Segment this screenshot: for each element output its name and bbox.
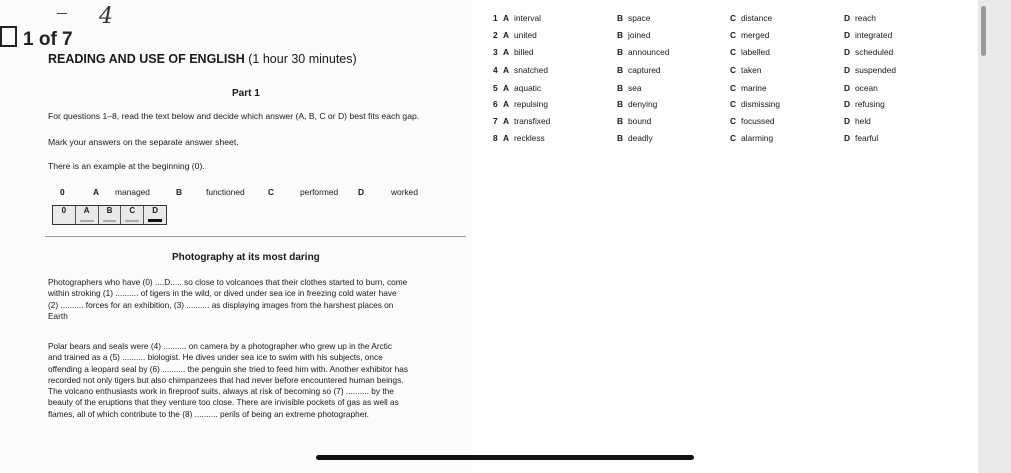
option-letter-a: A (503, 13, 510, 23)
question-number: 2 (493, 30, 498, 40)
text-line: (2) .......... forces for an exhibition, (3) .......... as displaying images from the harshest places on (48, 299, 394, 310)
option-word-b: joined (628, 30, 651, 40)
option-word-c: focussed (741, 116, 775, 126)
text-line: Earth (48, 310, 68, 321)
section-title-bold: READING AND USE OF ENGLISH (48, 52, 245, 66)
example-number: 0 (60, 187, 65, 197)
option-letter-c: C (730, 83, 737, 93)
option-word-a: interval (514, 13, 541, 23)
option-word-b: sea (628, 83, 642, 93)
option-letter-c: C (730, 47, 737, 57)
example-word-d: worked (391, 187, 418, 197)
section-duration: (1 hour 30 minutes) (248, 52, 357, 66)
option-letter-d: D (844, 133, 851, 143)
option-word-a: snatched (514, 65, 548, 75)
example-answer-grid (52, 205, 167, 225)
option-word-a: united (514, 30, 537, 40)
article-title: Photography at its most daring (172, 252, 320, 263)
option-letter-a: A (503, 65, 510, 75)
handwritten-mark: 4 (99, 4, 113, 29)
page-indicator[interactable] (0, 26, 73, 51)
option-word-b: announced (628, 47, 670, 57)
option-letter-d: D (844, 65, 851, 75)
option-word-d: reach (855, 13, 876, 23)
option-word-c: dismissing (741, 99, 781, 109)
article-paragraph-1 (48, 277, 452, 322)
example-letter-b: B (176, 187, 183, 197)
text-line: recorded not only tigers but also chimpanzees that had never before encountered human beings. (48, 374, 404, 385)
option-letter-d: D (844, 83, 851, 93)
option-letter-b: B (617, 30, 624, 40)
option-letter-d: D (844, 30, 851, 40)
option-word-a: reckless (514, 133, 545, 143)
option-letter-a: A (503, 99, 510, 109)
option-letter-b: B (617, 13, 624, 23)
option-letter-a: A (503, 83, 510, 93)
option-letter-a: A (503, 133, 510, 143)
option-letter-d: D (844, 13, 851, 23)
grid-cell-b: B (99, 206, 122, 224)
horizontal-scrollbar[interactable] (316, 455, 694, 460)
example-word-c: performed (300, 187, 339, 197)
option-word-d: integrated (855, 30, 893, 40)
text-line: within stroking (1) .......... of tigers in the wild, or dived under sea ice in freezing cold water have (48, 288, 397, 299)
option-word-c: distance (741, 13, 773, 23)
question-row (493, 99, 973, 111)
option-word-c: taken (741, 65, 762, 75)
article-paragraph-2 (48, 341, 452, 420)
text-line: beauty of the eruptions that they venture too close. There are invisible pockets of gas as well as (48, 397, 399, 408)
option-letter-b: B (617, 47, 624, 57)
option-word-d: refusing (855, 99, 885, 109)
page-label: 1 of 7 (23, 29, 73, 50)
text-line: Polar bears and seals were (4) .......... on camera by a photographer who grew up in the Arctic (48, 341, 393, 351)
grid-cell-number: 0 (53, 206, 76, 224)
option-letter-c: C (730, 133, 737, 143)
option-letter-a: A (503, 116, 510, 126)
question-number: 4 (493, 65, 498, 75)
scrollbar-track[interactable] (978, 0, 1011, 473)
option-letter-c: C (730, 65, 737, 75)
instruction-line: For questions 1–8, read the text below and decide which answer (A, B, C or D) best fits each gap. (48, 111, 420, 121)
example-letter-a: A (93, 187, 100, 197)
option-letter-c: C (730, 116, 737, 126)
option-word-c: alarming (741, 133, 774, 143)
question-number: 3 (493, 47, 498, 57)
example-word-b: functioned (206, 187, 245, 197)
page-icon (0, 26, 17, 47)
option-letter-a: A (503, 30, 510, 40)
question-row (493, 30, 973, 42)
option-word-a: aquatic (514, 83, 542, 93)
option-letter-c: C (730, 13, 737, 23)
text-line: Photographers who have (0) ....D..... so close to volcanoes that their clothes started to burn, come (48, 277, 408, 287)
option-word-c: labelled (741, 47, 770, 57)
option-word-d: scheduled (855, 47, 894, 57)
text-line: and trained as a (5) .......... biologist. He dives under sea ice to swim with his subjects, once (48, 352, 383, 363)
option-word-b: deadly (628, 133, 653, 143)
option-word-b: captured (628, 65, 661, 75)
question-row (493, 13, 973, 25)
option-word-b: denying (628, 99, 658, 109)
option-word-c: marine (741, 83, 767, 93)
option-word-d: held (855, 116, 871, 126)
section-title (48, 52, 357, 66)
question-row (493, 116, 973, 128)
option-word-d: fearful (855, 133, 879, 143)
option-word-a: billed (514, 47, 534, 57)
option-letter-c: C (730, 30, 737, 40)
left-page (0, 0, 470, 473)
part-title: Part 1 (232, 88, 260, 99)
option-letter-b: B (617, 99, 624, 109)
question-row (493, 83, 973, 95)
option-letter-b: B (617, 133, 624, 143)
grid-cell-d: D (144, 206, 166, 224)
example-letter-d: D (358, 187, 365, 197)
option-letter-b: B (617, 116, 624, 126)
option-word-c: merged (741, 30, 770, 40)
example-word-a: managed (115, 187, 150, 197)
option-letter-a: A (503, 47, 510, 57)
instruction-example: There is an example at the beginning (0). (48, 161, 205, 171)
option-word-d: ocean (855, 83, 878, 93)
question-number: 5 (493, 83, 498, 93)
text-line: offending a leopard seal by (6) .......... the penguin she tried to feed him with. Another exhibitor has (48, 363, 409, 374)
text-line: The volcano enthusiasts work in fireproof suits, always at risk of becoming so (7) .......... by the (48, 386, 394, 397)
option-word-a: repulsing (514, 99, 548, 109)
option-letter-b: B (617, 65, 624, 75)
option-word-a: transfixed (514, 116, 551, 126)
scrollbar-thumb[interactable] (981, 6, 986, 56)
example-letter-c: C (268, 187, 275, 197)
option-word-d: suspended (855, 65, 896, 75)
option-letter-c: C (730, 99, 737, 109)
question-row (493, 47, 973, 59)
question-number: 7 (493, 116, 498, 126)
question-row (493, 133, 973, 145)
instruction-answer-sheet: Mark your answers on the separate answer sheet. (48, 137, 239, 147)
option-word-b: space (628, 13, 651, 23)
question-number: 1 (493, 13, 498, 23)
divider-line (45, 236, 466, 237)
question-number: 6 (493, 99, 498, 109)
grid-cell-a: A (76, 206, 99, 224)
option-letter-b: B (617, 83, 624, 93)
text-line: flames, all of which contribute to the (8) .......... perils of being an extreme photographer. (48, 408, 369, 419)
option-word-b: bound (628, 116, 652, 126)
pen-mark (57, 13, 67, 14)
question-number: 8 (493, 133, 498, 143)
question-row (493, 65, 973, 77)
option-letter-d: D (844, 99, 851, 109)
grid-cell-c: C (121, 206, 144, 224)
option-letter-d: D (844, 116, 851, 126)
option-letter-d: D (844, 47, 851, 57)
